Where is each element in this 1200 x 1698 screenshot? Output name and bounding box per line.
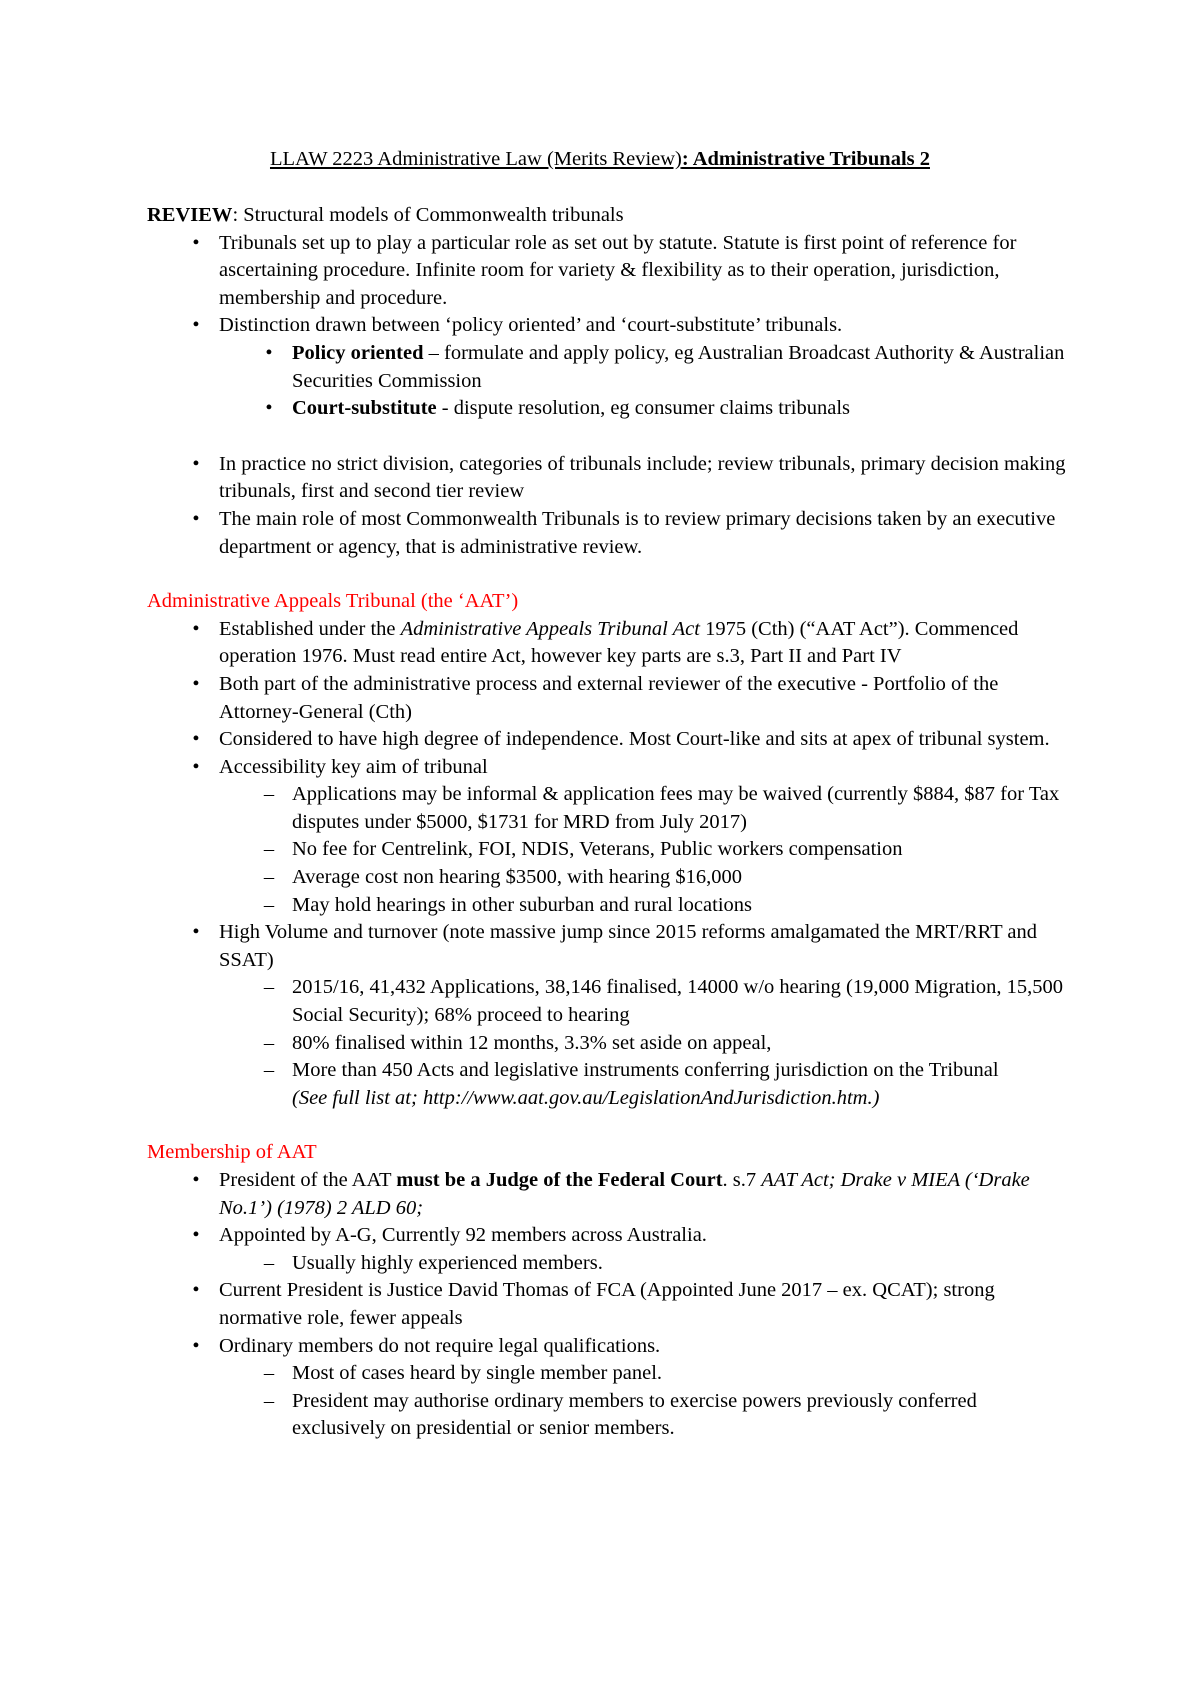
review-heading-text: : Structural models of Commonwealth tribunals — [232, 204, 624, 226]
bullet-marker: • — [192, 1334, 200, 1357]
review-list — [147, 230, 1067, 423]
dash-marker: – — [263, 866, 275, 889]
list-item: • The main role of most Commonwealth Tribunals is to review primary decisions taken by an executive department or agency, that is administrative review. — [219, 506, 1067, 561]
list-item: – 2015/16, 41,432 Applications, 38,146 finalised, 14000 w/o hearing (19,000 Migration, 15,500 Social Security); 68% proceed to hearing — [292, 974, 1067, 1029]
list-item: – Usually highly experienced members. — [292, 1250, 1067, 1278]
list-item: • Tribunals set up to play a particular role as set out by statute. Statute is first point of reference for ascertaining procedure. Infinite room for variety & flexibility as to their operation, jurisdiction, membership and procedure. — [219, 230, 1067, 313]
dash-marker: – — [263, 1031, 275, 1054]
list-item: – 80% finalised within 12 months, 3.3% set aside on appeal, — [292, 1030, 1067, 1058]
spacer — [147, 1112, 1067, 1139]
list-item: • Considered to have high degree of independence. Most Court-like and sits at apex of tribunal system. — [219, 726, 1067, 754]
bullet-marker: • — [192, 231, 200, 254]
review-heading — [147, 202, 1067, 230]
list-item: • Both part of the administrative process and external reviewer of the executive - Portfolio of the Attorney-General (Cth) — [219, 671, 1067, 726]
bullet-marker: • — [192, 452, 200, 475]
bullet-marker: • — [192, 617, 200, 640]
aat-list — [147, 616, 1067, 1113]
bullet-marker: • — [192, 1224, 200, 1247]
bullet-marker: • — [192, 1169, 200, 1191]
bullet-marker: • — [192, 672, 200, 695]
list-item: • Established under the Administrative Appeals Tribunal Act 1975 (Cth) (“AAT Act”). Commenced operation 1976. Must read entire Act, however key parts are s.3, Part II and Part IV — [219, 616, 1067, 671]
list-item: – President may authorise ordinary members to exercise powers previously conferred exclusively on presidential or senior members. — [292, 1388, 1067, 1443]
dash-marker: – — [263, 783, 275, 806]
membership-list — [147, 1167, 1067, 1443]
list-item: • Ordinary members do not require legal qualifications. — [219, 1333, 1067, 1361]
list-item: • Court-substitute - dispute resolution, eg consumer claims tribunals — [292, 395, 1067, 423]
dash-marker: – — [263, 976, 275, 999]
list-item: • Accessibility key aim of tribunal — [219, 754, 1067, 782]
list-item: – Average cost non hearing $3500, with hearing $16,000 — [292, 864, 1067, 892]
page-title — [0, 146, 1200, 174]
list-item: • Distinction drawn between ‘policy oriented’ and ‘court-substitute’ tribunals. — [219, 312, 1067, 340]
dash-marker: – — [263, 1389, 275, 1412]
list-item: • High Volume and turnover (note massive jump since 2015 reforms amalgamated the MRT/RRT and SSAT) — [219, 919, 1067, 974]
list-item: – Applications may be informal & application fees may be waived (currently $884, $87 for Tax disputes under $5000, $1731 for MRD from July 2017) — [292, 781, 1067, 836]
dash-marker: – — [263, 893, 275, 916]
bullet-marker: • — [265, 397, 273, 420]
bullet-marker: • — [192, 314, 200, 337]
title-course: LLAW 2223 Administrative Law (Merits Review) — [269, 148, 682, 170]
document-body — [147, 202, 1067, 1443]
list-item: • Current President is Justice David Thomas of FCA (Appointed June 2017 – ex. QCAT); strong normative role, fewer appeals — [219, 1277, 1067, 1332]
list-item: • In practice no strict division, categories of tribunals include; review tribunals, primary decision making tribunals, first and second tier review — [219, 451, 1067, 506]
list-item: • Appointed by A-G, Currently 92 members across Australia. — [219, 1222, 1067, 1250]
bullet-marker: • — [265, 341, 273, 364]
dash-marker: – — [263, 1059, 275, 1082]
list-item: – More than 450 Acts and legislative instruments conferring jurisdiction on the Tribunal (See full list at; http://www.aat.gov.au/LegislationAndJurisdiction.htm.) — [292, 1057, 1067, 1112]
aat-heading: Administrative Appeals Tribunal (the ‘AAT’) — [147, 590, 519, 613]
bullet-marker: • — [192, 921, 200, 944]
dash-marker: – — [263, 838, 275, 861]
review-label: REVIEW — [147, 204, 233, 226]
bullet-marker: • — [192, 507, 200, 530]
list-item: – May hold hearings in other suburban and rural locations — [292, 892, 1067, 920]
dash-marker: – — [263, 1251, 275, 1274]
spacer — [147, 423, 1067, 451]
legislation-link-note: (See full list at; http://www.aat.gov.au/LegislationAndJurisdiction.htm.) — [292, 1086, 880, 1109]
review-list-continued — [147, 451, 1067, 561]
list-item: – No fee for Centrelink, FOI, NDIS, Veterans, Public workers compensation — [292, 836, 1067, 864]
list-item: • President of the AAT must be a Judge of the Federal Court. s.7 AAT Act; Drake v MIEA (‘Drake No.1’) (1978) 2 ALD 60; — [219, 1167, 1067, 1222]
title-topic: : Administrative Tribunals 2 — [681, 148, 930, 170]
spacer — [147, 561, 1067, 588]
bullet-marker: • — [192, 1279, 200, 1302]
dash-marker: – — [263, 1362, 275, 1385]
bullet-marker: • — [192, 755, 200, 778]
list-item: – Most of cases heard by single member panel. — [292, 1360, 1067, 1388]
bullet-marker: • — [192, 728, 200, 751]
membership-heading: Membership of AAT — [147, 1141, 317, 1164]
list-item: • Policy oriented – formulate and apply policy, eg Australian Broadcast Authority & Australian Securities Commission — [292, 340, 1067, 395]
